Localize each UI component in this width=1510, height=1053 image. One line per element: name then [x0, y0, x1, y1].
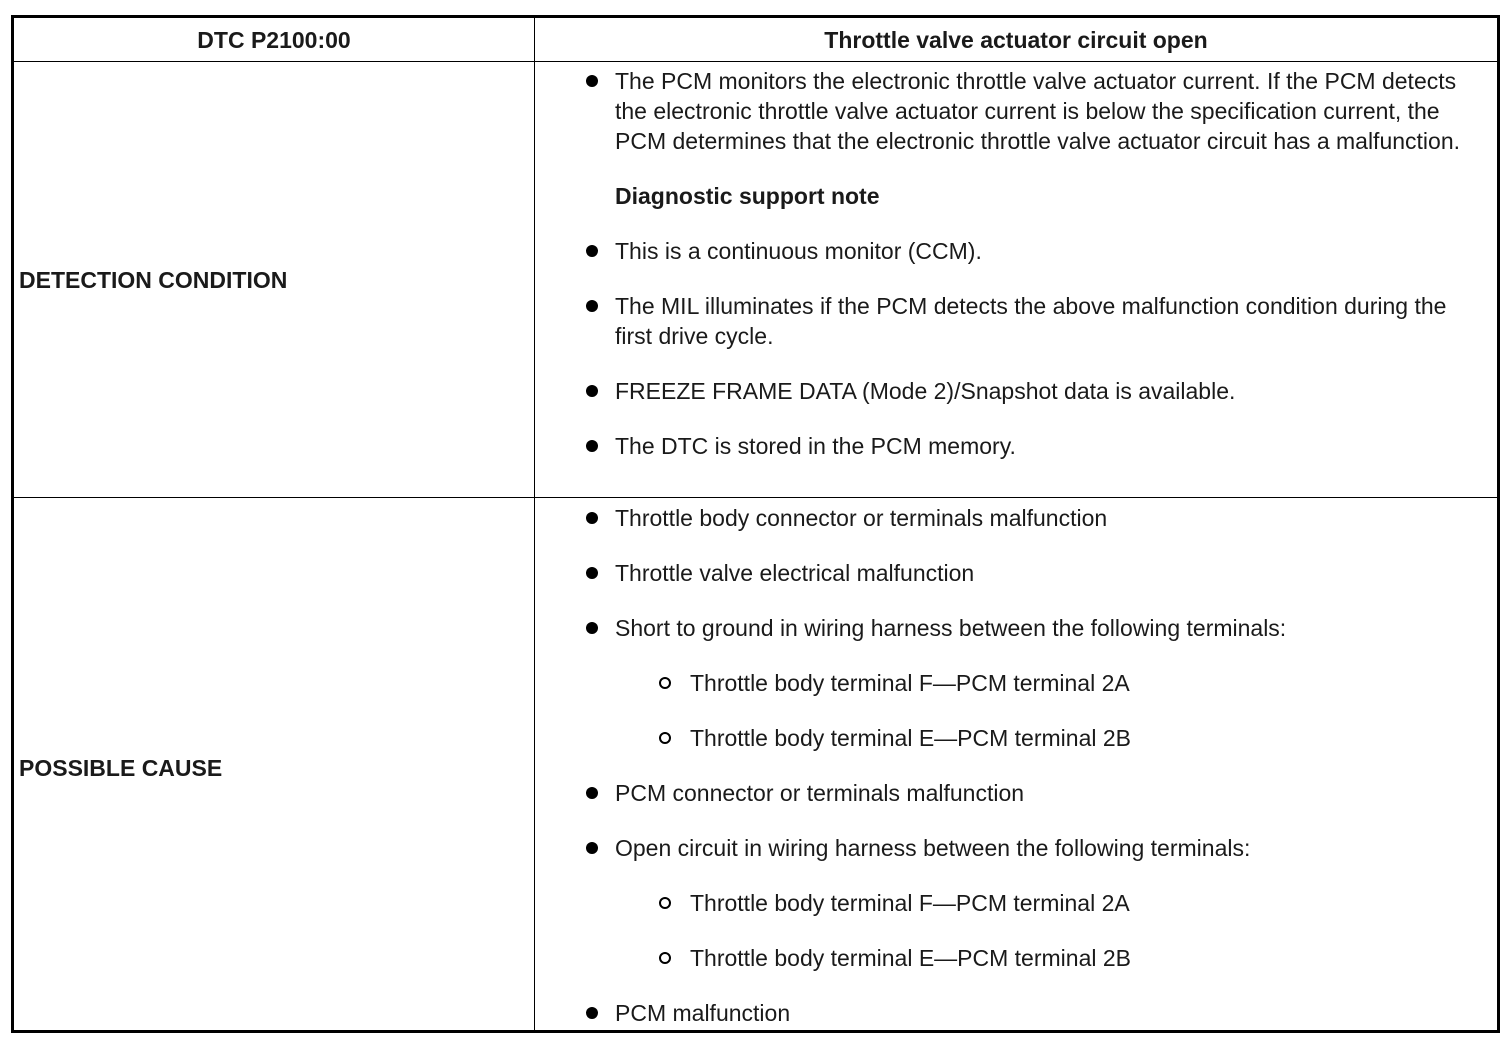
row-divider — [14, 497, 1497, 498]
list-item: Short to ground in wiring harness between the following terminals: — [535, 613, 1497, 643]
sub-list-item: Throttle body terminal E—PCM terminal 2B — [535, 943, 1497, 973]
dtc-table — [11, 15, 1500, 1033]
detection-condition-content — [535, 66, 1497, 486]
list-item: Open circuit in wiring harness between the following terminals: — [535, 833, 1497, 863]
detection-condition-label: DETECTION CONDITION — [19, 267, 288, 293]
list-item: The DTC is stored in the PCM memory. — [535, 431, 1497, 461]
list-item: This is a continuous monitor (CCM). — [535, 236, 1497, 266]
list-item: Throttle body connector or terminals malfunction — [535, 503, 1497, 533]
sub-list-item: Throttle body terminal F—PCM terminal 2A — [535, 888, 1497, 918]
list-item: PCM connector or terminals malfunction — [535, 778, 1497, 808]
possible-cause-content — [535, 503, 1497, 1053]
dtc-code-header: DTC P2100:00 — [197, 26, 351, 53]
list-item: PCM malfunction — [535, 998, 1497, 1028]
list-item: The MIL illuminates if the PCM detects the above malfunction condition during the first drive cycle. — [535, 291, 1497, 351]
dtc-title-header: Throttle valve actuator circuit open — [824, 26, 1208, 53]
possible-cause-label: POSSIBLE CAUSE — [19, 755, 223, 781]
sub-list-item: Throttle body terminal F—PCM terminal 2A — [535, 668, 1497, 698]
list-item: The PCM monitors the electronic throttle valve actuator current. If the PCM detects the electronic throttle valve actuator current is below the specification current, the PCM determines that the electronic throttle valve actuator circuit has a malfunction. — [535, 66, 1497, 156]
list-item: FREEZE FRAME DATA (Mode 2)/Snapshot data is available. — [535, 376, 1497, 406]
sub-list-item: Throttle body terminal E—PCM terminal 2B — [535, 723, 1497, 753]
list-item: Throttle valve electrical malfunction — [535, 558, 1497, 588]
diagnostic-support-note-heading: Diagnostic support note — [615, 183, 880, 209]
